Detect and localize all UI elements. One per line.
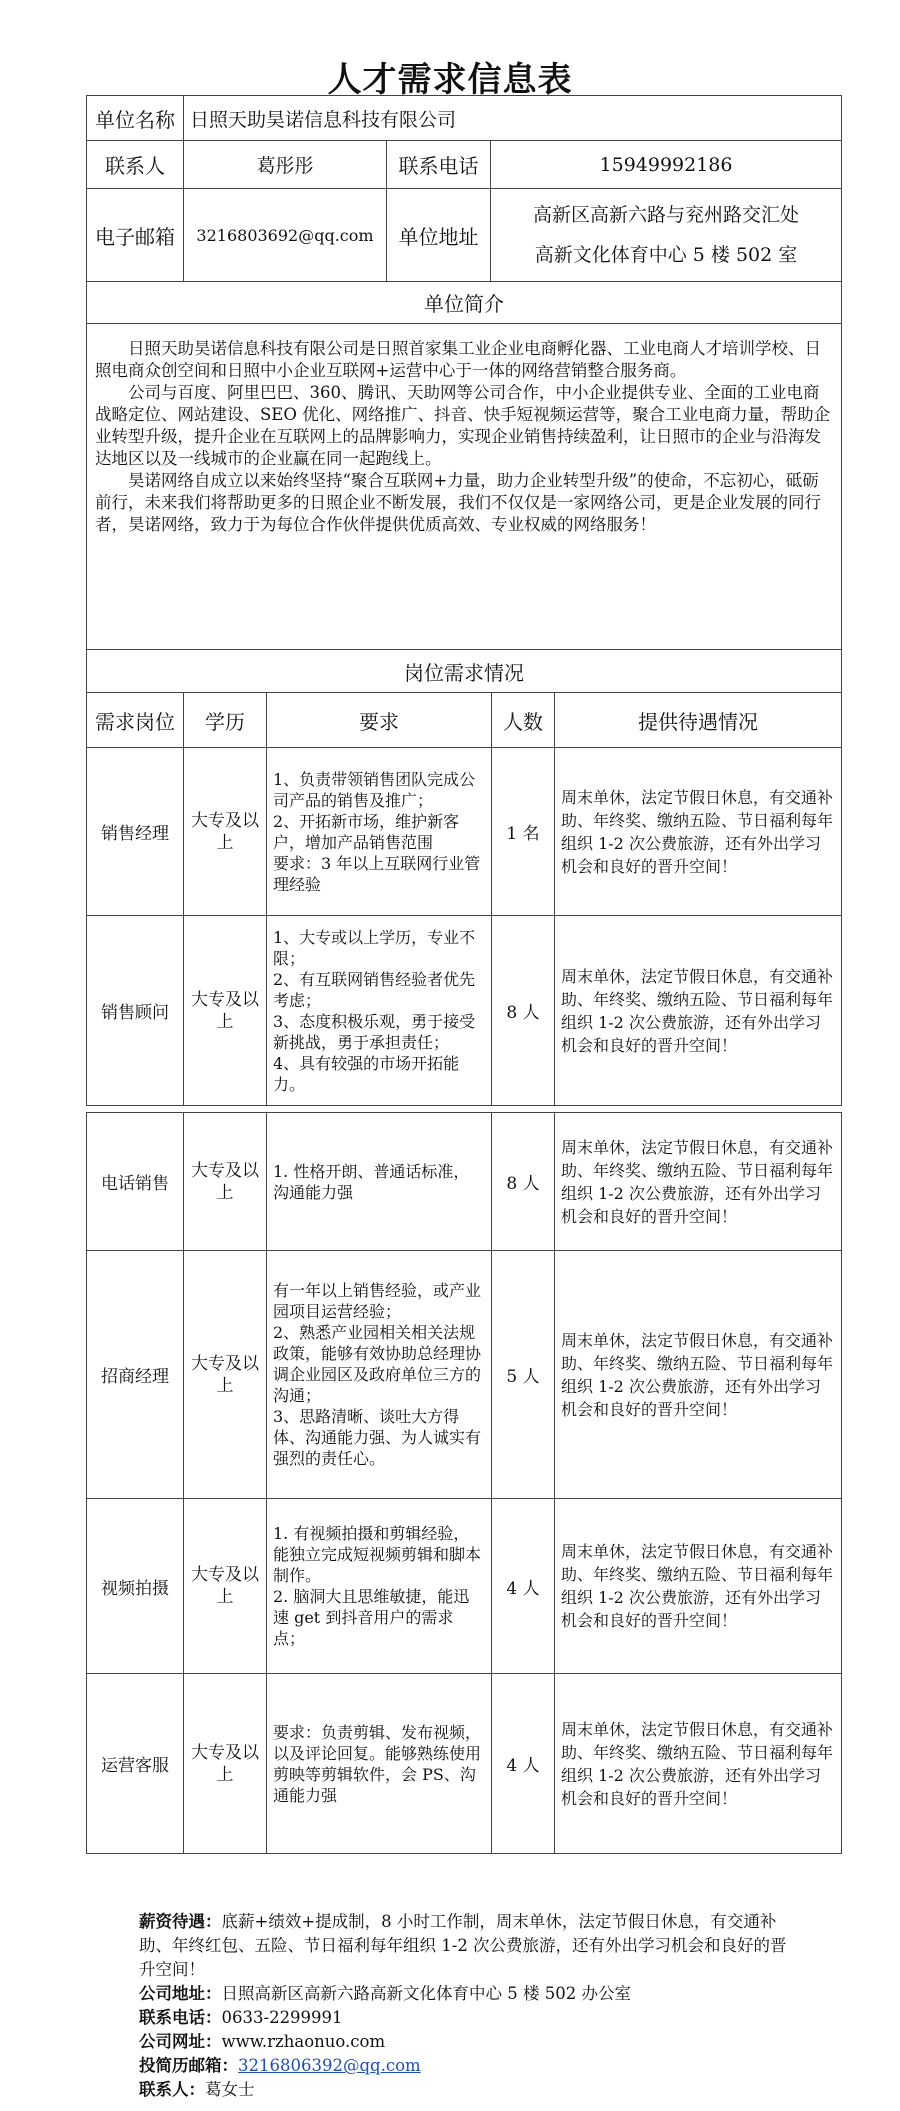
footer-website-label: 公司网址：	[139, 2032, 222, 2051]
job-row	[87, 1251, 842, 1499]
job-education: 大专及以上	[184, 748, 267, 916]
footer-contact	[139, 2078, 789, 2102]
job-position: 运营客服	[87, 1674, 184, 1854]
job-benefits: 周末单休，法定节假日休息，有交通补助、年终奖、缴纳五险、节日福利每年组织 1-2 次公费旅游，还有外出学习机会和良好的晋升空间！	[555, 916, 842, 1106]
requirement-line: 3、思路清晰、谈吐大方得体、沟通能力强、为人诚实有强烈的责任心。	[273, 1407, 482, 1468]
job-row	[87, 1674, 842, 1854]
job-education: 大专及以上	[184, 1251, 267, 1499]
job-education: 大专及以上	[184, 1113, 267, 1251]
job-count: 1 名	[492, 748, 555, 916]
address-value	[491, 189, 842, 282]
job-benefits: 周末单休，法定节假日休息，有交通补助、年终奖、缴纳五险、节日福利每年组织 1-2 次公费旅游，还有外出学习机会和良好的晋升空间！	[555, 1674, 842, 1854]
footer-contact-text: 葛女士	[205, 2080, 255, 2099]
job-requirements	[267, 1113, 492, 1251]
intro-heading-row	[87, 282, 842, 324]
col-count-header: 人数	[492, 693, 555, 748]
page-title: 人才需求信息表	[327, 60, 573, 100]
job-requirements	[267, 1499, 492, 1674]
contact-label: 联系人	[87, 141, 184, 189]
requirement-line: 1、大专或以上学历，专业不限；	[273, 927, 476, 968]
footer-salary-text: 底薪+绩效+提成制，8 小时工作制，周末单休，法定节假日休息，有交通补助、年终红包、五险、节日福利每年组织 1-2 次公费旅游，还有外出学习机会和良好的晋升空间！	[139, 1912, 787, 1979]
positions-heading-row	[87, 650, 842, 693]
phone-label: 联系电话	[387, 141, 491, 189]
job-education: 大专及以上	[184, 1674, 267, 1854]
job-education: 大专及以上	[184, 916, 267, 1106]
footer-salary	[139, 1910, 789, 1982]
footer-email-link[interactable]: 3216806392@qq.com	[238, 2056, 421, 2075]
requirement-line: 1、负责带领销售团队完成公司产品的销售及推广；	[273, 769, 476, 810]
job-benefits: 周末单休，法定节假日休息，有交通补助、年终奖、缴纳五险、节日福利每年组织 1-2 次公费旅游，还有外出学习机会和良好的晋升空间！	[555, 1113, 842, 1251]
contact-row	[87, 141, 842, 189]
job-requirements	[267, 916, 492, 1106]
requirement-line: 2、开拓新市场，维护新客户，增加产品销售范围	[273, 811, 460, 852]
requirement-line: 2、熟悉产业园相关相关法规政策，能够有效协助总经理协调企业园区及政府单位三方的沟通；	[273, 1323, 482, 1405]
address-label: 单位地址	[387, 189, 491, 282]
company-info-table	[86, 95, 842, 693]
job-benefits: 周末单休，法定节假日休息，有交通补助、年终奖、缴纳五险、节日福利每年组织 1-2 次公费旅游，还有外出学习机会和良好的晋升空间！	[555, 1499, 842, 1674]
requirement-line: 要求：3 年以上互联网行业管理经验	[273, 853, 481, 894]
job-row	[87, 916, 842, 1106]
job-requirements	[267, 748, 492, 916]
footer-address	[139, 1982, 789, 2006]
intro-heading: 单位简介	[87, 282, 842, 324]
job-position: 招商经理	[87, 1251, 184, 1499]
requirement-line: 要求：负责剪辑、发布视频，以及评论回复。能够熟练使用剪映等剪辑软件，会 PS、沟通能力强	[273, 1722, 482, 1805]
job-requirements	[267, 1674, 492, 1854]
intro-row	[87, 324, 842, 650]
job-position: 电话销售	[87, 1113, 184, 1251]
company-name-label: 单位名称	[87, 96, 184, 141]
col-requirements-header: 要求	[267, 693, 492, 748]
job-count: 8 人	[492, 1113, 555, 1251]
requirement-line: 1. 性格开朗、普通话标准，沟通能力强	[273, 1161, 470, 1202]
job-row	[87, 1499, 842, 1674]
intro-paragraph: 昊诺网络自成立以来始终坚持“聚合互联网+力量，助力企业转型升级”的使命，不忘初心，砥砺前行，未来我们将帮助更多的日照企业不断发展，我们不仅仅是一家网络公司，更是企业发展的同行者，昊诺网络，致力于为每位合作伙伴提供优质高效、专业权威的网络服务！	[95, 471, 821, 534]
jobs-table-1	[86, 692, 842, 1106]
job-position: 销售经理	[87, 748, 184, 916]
footer-salary-label: 薪资待遇：	[139, 1912, 222, 1931]
footer-phone-text: 0633-2299991	[221, 2008, 343, 2027]
job-row	[87, 748, 842, 916]
jobs-header-row	[87, 693, 842, 748]
footer-phone-label: 联系电话：	[139, 2008, 222, 2027]
jobs-table-2	[86, 1112, 842, 1854]
footer-contact-label: 联系人：	[139, 2080, 205, 2099]
company-name-row	[87, 96, 842, 141]
footer-website	[139, 2030, 789, 2054]
job-count: 4 人	[492, 1499, 555, 1674]
intro-paragraph: 日照天助昊诺信息科技有限公司是日照首家集工业企业电商孵化器、工业电商人才培训学校、日照电商众创空间和日照中小企业互联网+运营中心于一体的网络营销整合服务商。	[95, 339, 821, 380]
requirement-line: 2、有互联网销售经验者优先考虑；	[273, 969, 476, 1010]
job-education: 大专及以上	[184, 1499, 267, 1674]
job-count: 5 人	[492, 1251, 555, 1499]
footer-email-label: 投简历邮箱：	[139, 2056, 238, 2075]
job-count: 8 人	[492, 916, 555, 1106]
email-address-row	[87, 189, 842, 282]
job-position: 销售顾问	[87, 916, 184, 1106]
requirement-line: 3、态度积极乐观，勇于接受新挑战，勇于承担责任；	[273, 1011, 476, 1052]
footer-website-link[interactable]: www.rzhaonuo.com	[221, 2032, 386, 2051]
address-line-1: 高新区高新六路与兖州路交汇处	[533, 204, 800, 226]
requirement-line: 2. 脑洞大且思维敏捷，能迅速 get 到抖音用户的需求点；	[273, 1587, 470, 1648]
intro-text	[87, 324, 842, 650]
footer-address-label: 公司地址：	[139, 1984, 222, 2003]
col-education-header: 学历	[184, 693, 267, 748]
intro-paragraph: 公司与百度、阿里巴巴、360、腾讯、天助网等公司合作，中小企业提供专业、全面的工业电商战略定位、网站建设、SEO 优化、网络推广、抖音、快手短视频运营等，聚合工业电商力量，帮助企业转型升级，提升企业在互联网上的品牌影响力，实现企业销售持续盈利，让日照市的企业与沿海发达地区以及一线城市的企业赢在同一起跑线上。	[95, 383, 831, 468]
col-position-header: 需求岗位	[87, 693, 184, 748]
footer-address-text: 日照高新区高新六路高新文化体育中心 5 楼 502 办公室	[221, 1984, 631, 2003]
address-line-2: 高新文化体育中心 5 楼 502 室	[534, 244, 798, 266]
email-value: 3216803692@qq.com	[184, 189, 387, 282]
footer-email	[139, 2054, 789, 2078]
requirement-line: 4、具有较强的市场开拓能力。	[273, 1053, 460, 1094]
job-position: 视频拍摄	[87, 1499, 184, 1674]
contact-name: 葛彤彤	[184, 141, 387, 189]
email-label: 电子邮箱	[87, 189, 184, 282]
requirement-line: 有一年以上销售经验，或产业园项目运营经验；	[273, 1281, 482, 1321]
phone-value: 15949992186	[491, 141, 842, 189]
positions-heading: 岗位需求情况	[87, 650, 842, 693]
col-benefits-header: 提供待遇情况	[555, 693, 842, 748]
footer-info	[139, 1910, 789, 2102]
company-name: 日照天助昊诺信息科技有限公司	[184, 96, 842, 141]
job-row	[87, 1113, 842, 1251]
job-benefits: 周末单休，法定节假日休息，有交通补助、年终奖、缴纳五险、节日福利每年组织 1-2 次公费旅游，还有外出学习机会和良好的晋升空间！	[555, 1251, 842, 1499]
job-benefits: 周末单休，法定节假日休息，有交通补助、年终奖、缴纳五险、节日福利每年组织 1-2 次公费旅游，还有外出学习机会和良好的晋升空间！	[555, 748, 842, 916]
footer-phone	[139, 2006, 789, 2030]
job-requirements	[267, 1251, 492, 1499]
requirement-line: 1. 有视频拍摄和剪辑经验，能独立完成短视频剪辑和脚本制作。	[273, 1524, 482, 1585]
job-count: 4 人	[492, 1674, 555, 1854]
